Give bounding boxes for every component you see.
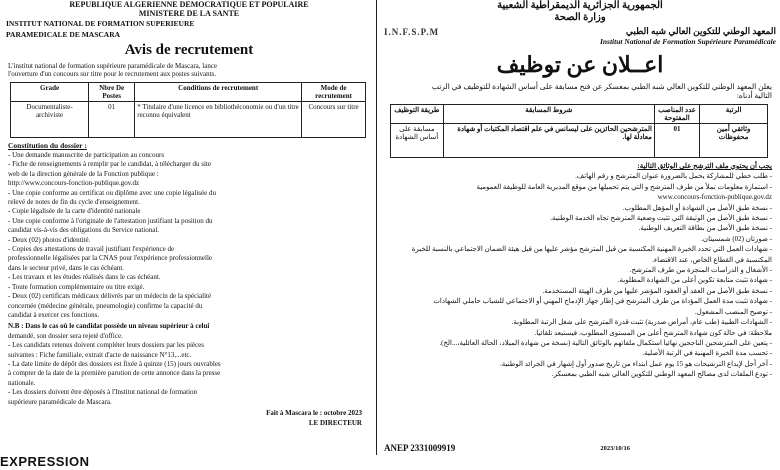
list-item: candidat vis-à-vis des obligations du Service national. [8,226,160,235]
list-item: - شهادة تثبت مدة العمل المؤداة من طرف المترشح في إطار جهاز الإدماج المهني أو الاجتماعي للشباب حاملي الشهادات [433,297,772,306]
ar-td-conditions: المترشحين الحائزين على ليسانس في علم اقتصاد المكتبات أو شهادة معادلة لها. [443,124,654,158]
fr-ministry: MINISTERE DE LA SANTE [138,9,240,18]
list-item: - Les candidats retenus doivent compléter leurs dossiers par les pièces [8,341,204,350]
fr-dossier-title: Constitution du dossier : [8,141,87,150]
list-item: - Les travaux et les études réalisés dans le cas échéant. [8,273,161,282]
french-announcement [0,0,378,455]
list-item: - الشهادات الطبية (طب عام، أمراض صدرية) تثبت قدرة المترشح على شغل الرتبة المطلوبة. [511,318,772,327]
fr-td-nbre: 01 [89,102,135,138]
list-item: المكتسبة في القطاع الخاص، عند الاقتضاء. [652,255,772,264]
list-item: - استمارة معلومات تملأ من طرف المترشح و التي يتم تحميلها من موقع المديرية العامة للوظيفة العمومية [476,182,772,191]
ar-intro-1: يعلن المعهد الوطني للتكوين العالي شبه الطبي بمعسكر عن فتح مسابقة على أساس الشهادة للتوظيف في الرتب [431,82,772,91]
footer-brand: EXPRESSION [0,454,90,469]
institute-logo: I.N.F.S.P.M [384,26,440,37]
list-item: - نسخة طبق الأصل من بطاقة التعريف الوطنية. [638,224,772,233]
ar-republic: الجمهورية الجزائرية الديمقراطية الشعبية [497,0,663,11]
list-item: - شهادات العمل التي تحدد الخبرة المهنية المكتسبة من قبل المترشح مؤشر عليها من قبل هيئة الضمان الاجتماعي بالنسبة للخبرة [411,245,772,254]
list-item: - تودع الملفات لدى مصالح المعهد الوطني للتكوين العالي شبه الطبي بمعسكر. [551,370,772,379]
ar-institute-row [384,26,776,37]
fr-signed-at: Fait à Mascara le : octobre 2023 [266,408,362,417]
fr-intro-2: l'ouverture d'un concours sur titre pour le recrutement aux postes suivants. [8,70,216,78]
fr-nb-title: N.B : Dans le cas où le candidat possède un niveau supérieur à celui [8,322,210,331]
ar-intro-2: التالية أدناه: [736,91,772,100]
ar-date: 2023/10/16 [600,445,630,452]
list-item: www.concours-fonction-publique.gov.dz [657,193,772,202]
list-item: - Fiche de renseignements à remplir par le candidat, à télécharger du site [8,160,211,169]
ar-institute-fr: Institut National de Formation Supérieure Paramédicale [599,37,776,46]
anep-number: ANEP 2331009919 [384,443,456,453]
list-item: supérieure paramédicale de Mascara. [8,397,112,406]
list-item: - نسخة طبق الأصل من العقد أو العقود المؤشر عليها من طرف الهيئة المستخدمة. [542,286,772,295]
ar-th-mode: طريقة التوظيف [391,105,444,124]
list-item: http://www.concours-fonction-publique.gov.dz [8,179,140,188]
list-item: nationale. [8,378,36,387]
list-item: relevé de notes de fin du cycle d'enseignement. [8,198,140,207]
list-item: - آخر أجل لإيداع الترشيحات هو 15 يوم عمل ابتداء من تاريخ صدور أول إشهار في الجرائد الوطنية. [500,359,772,368]
fr-dossier-list [4,151,374,320]
list-item: - La date limite de dépôt des dossiers est fixée à quinze (15) jours ouvrables [8,359,221,368]
list-item: - Copies des attestations de travail justifiant l'expérience de [8,245,175,254]
bottom-strip [0,455,780,470]
fr-title: Avis de recrutement [124,42,254,58]
fr-th-mode: Mode de recrutement [302,83,366,102]
list-item: dans le secteur privé, dans le cas échéant. [8,263,125,272]
list-item: - Toute formation complémentaire ou titre exigé. [8,282,145,291]
fr-republic: REPUBLIQUE ALGERIENNE DEMOCRATIQUE ET POPULAIRE [69,0,309,9]
list-item: demandé, son dossier sera rejeté d'office. [8,331,123,340]
list-item: - تحسب مدة الخبرة المهنية في الرتبة الأصلية. [642,349,772,358]
list-item: - توضيح المنصب المشغول. [694,307,772,316]
list-item: - صورتان (02) شمسيتان. [701,234,772,243]
ar-dossier-list [384,171,776,379]
list-item: - يتعين على المترشحين الناجحين نهائيا استكمال ملفاتهم بالوثائق التالية (نسخة من شهادة الميلاد، الحالة العائلية،...الخ). [439,338,772,347]
list-item: - Une demande manuscrite de participation au concours [8,151,165,159]
list-item: - نسخة طبق الأصل من الوثيقة التي تثبت وضعية المترشح تجاه الخدمة الوطنية. [550,214,772,223]
ar-th-nbre: عدد المناصب المفتوحة [654,105,699,124]
list-item: professionnelle légalisées par la CNAS pour l'expérience professionnelle [8,254,213,263]
fr-th-conditions: Conditions de recrutement [135,83,302,102]
list-item: suivantes : Fiche familiale, extrait d'acte de naissance N°13,...etc. [8,350,192,359]
fr-th-nbre: Nbre De Postes [89,83,135,102]
ar-institute-name: المعهد الوطني للتكوين العالي شبه الطبي [625,26,776,36]
arabic-announcement [380,0,780,455]
list-item: - Deux (02) certificats médicaux délivrés par un médecin de la spécialité [8,292,212,301]
fr-td-grade: Documentaliste-archiviste [11,102,89,138]
ar-th-grade: الرتبة [700,105,768,124]
fr-signer: LE DIRECTEUR [308,418,362,427]
fr-intro-1: L'institut national de formation supérieure paramédicale de Mascara, lance [8,62,218,70]
fr-institute-line2: PARAMEDICALE DE MASCARA [6,29,121,39]
list-item: - طلب خطي للمشاركة يحمل بالضرورة عنوان المترشح و رقم الهاتف. [575,172,772,181]
list-item: - شهادة تثبت متابعة تكوين أعلى من الشهادة المطلوبة. [617,276,772,285]
list-item: - Copie légalisée de la carte d'identité nationale [8,207,141,216]
list-item: candidat à exercer ces fonctions. [8,310,100,319]
list-item: - الأشغال و الدراسات المنجزة من طرف المترشح. [629,266,772,275]
fr-table [10,82,366,138]
fr-institute-line1: INSTITUT NATIONAL DE FORMATION SUPERIEURE [6,19,195,28]
list-item: - نسخة طبق الأصل من الشهادة أو المؤهل المطلوب. [622,203,772,212]
list-item: - Une copie conforme à l'originale de l'attestation justifiant la position du [8,216,213,225]
ar-dossier-title: يجب أن يحتوي ملف الترشح على الوثائق التالية: [637,162,772,170]
list-item: web de la direction générale de la Fonction publique : [8,169,159,178]
fr-td-conditions: * Titulaire d'une licence en bibliothéconomie ou d'un titre reconnu équivalent [135,102,302,138]
ar-td-mode: مسابقة على أساس الشهادة [391,124,444,158]
list-item: - Une copie conforme au certificat ou diplôme avec une copie légalisée du [8,188,216,197]
list-item: - Deux (02) photos d'identité. [8,235,91,244]
list-item: concernée (médecine générale, pneumologie) confirme la capacité du [8,301,203,310]
list-item: ملاحظة: في حالة كون شهادة المترشح أعلى من المستوى المطلوب، فيستبعد تلقائيا. [534,328,772,337]
fr-th-grade: Grade [11,83,89,102]
fr-right-border [376,0,377,455]
ar-th-conditions: شروط المسابقة [443,105,654,124]
ar-title: اعــلان عن توظيف [496,52,664,77]
fr-td-mode: Concours sur titre [302,102,366,138]
list-item: - Les dossiers doivent être déposés à l'Institut national de formation [8,388,198,397]
ar-ministry: وزارة الصحة [554,12,606,23]
fr-nb-list [4,332,374,407]
list-item: à compter de la date de la première parution de cette annonce dans la presse [8,369,221,378]
ar-table [390,104,768,158]
ar-td-grade: وثائقي أمين محفوظات [700,124,768,158]
ar-td-nbre: 01 [654,124,699,158]
